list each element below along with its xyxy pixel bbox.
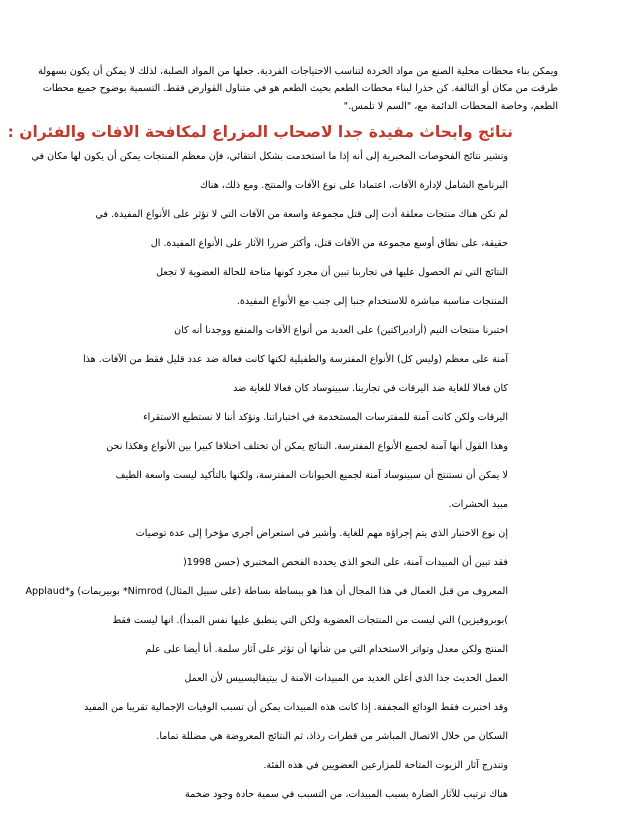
intro-line: طرقت من مكان أو التالفة. كن حذرا لبناء محطات الطعم بحيث الطعم هو في متناول القوارض فقط. التسمية بوضوح جميع محطات (42, 83, 558, 94)
body-line: لم تكن هناك منتجات معلقة أدت إلى قتل مجموعة واسعة من الآفات التي لا تؤثر على الأنواع المفيدة. في (95, 209, 508, 220)
body-line: هناك ترتيب للآثار الضارة بسبب المبيدات، من التسبب في سمية حادة وجود ضخمة (185, 789, 508, 800)
body-line: وقد اختبرت فقط الودائع المجففة. إذا كانت هذه المبيدات يمكن أن تسبب الوفيات الإجمالية تقريبا من المفيد (84, 702, 508, 713)
body-line: البرنامج الشامل لإدارة الآفات، اعتمادا على نوع الآفات والمنتج. ومع ذلك، هناك (199, 180, 508, 191)
body-line: وهذا القول أنها آمنة لجميع الأنواع المفترسة. النتائج يمكن أن تختلف اختلافا كبيرا بين الأنواع وهكذا نحن (106, 441, 508, 452)
body-line: )بوبروفيزين) التي ليست من المنتجات العضوية ولكن التي ينطبق عليها نفس المبدأ). انها ليست فقط (112, 615, 508, 626)
body-line: آمنة على معظم (وليس كل) الأنواع المفترسة والطفيلية لكنها كانت فعالة ضد عدد قليل فقط من الآفات. هذا (82, 354, 508, 365)
intro-line: الطعم، وخاصة المحطات الدائمة مع، "السم لا تلمس." (343, 101, 558, 112)
body-line: المعروف من قبل العمال في هذا المجال أن هذا هو ببساطة بساطة (على سبيل المثال) Nimrod* بوبيريمات) و*Applaud (25, 586, 508, 597)
body-line: المنتج ولكن معدل وتواتر الاستخدام التي من شأنها أن تؤثر على آثار سلمة. أنا أيضا على علم (145, 644, 508, 655)
body-line: وتشير نتائج الفحوصات المخبرية إلى أنه إذا ما استخدمت بشكل انتقائي، فإن معظم المنتجات يمكن أن يكون لها مكان في (31, 151, 508, 162)
body-line: المنتجات مناسبة مباشرة للاستخدام جنبا إلى جنب مع الأنواع المفيدة. (236, 296, 508, 307)
body-line: حقيقة، على نطاق أوسع مجموعة من الآفات قتل، وأكثر ضررا الآثار على الأنواع المفيدة. ال (150, 238, 508, 249)
body-line: مبيد الحشرات. (448, 499, 508, 510)
section-heading: نتائج وابحاث مفيدة جدا لاصحاب المزراع لمكافحة الافات والفئران : (7, 123, 513, 141)
body-line: النتائج التي تم الحصول عليها في تجاربنا تبين أن مجرد كونها متاحة للحالة العضوية لا تجعل (156, 267, 508, 278)
body-line: وتندرج آثار الزيوت المتاحة للمزارعين العضويين في هذه الفئة. (263, 760, 508, 771)
body-line: اليرقات ولكن كانت آمنة للمفترسات المستخدمة في اختباراتنا. ونؤكد أننا لا نستطيع الاستقراء (143, 412, 508, 423)
body-line: اختبرنا منتجات النيم (أزاديراكتين) على العديد من أنواع الآفات والمنفع ووجدنا أنه كان (174, 325, 508, 336)
intro-line: ويمكن بناء محطات محلية الصنع من مواد الخردة لتناسب الاحتياجات الفردية. جعلها من المواد الصلبة، لذلك لا يمكن أن يكون بسهولة (38, 66, 558, 77)
body-line: لا يمكن أن نستنتج أن سبينوساد آمنة لجميع الحيوانات المفترسة، ولكنها بالتأكيد ليست واسعة الطيف (115, 470, 508, 481)
body-line: إن نوع الاختبار الذي يتم إجراؤه مهم للغاية. وأشير في استعراض أجري مؤخرا إلى عدة توصيات (135, 528, 508, 539)
body-line: فقد تبين أن المبيدات آمنة، على النحو الذي يحدده الفحص المختبري (حسن 1998( (182, 557, 508, 568)
body-line: كان فعالا للغاية ضد اليرقات في تجاربنا. سبينوساد كان فعالا للغاية ضد (233, 383, 508, 394)
body-line: العمل الحديث جدا الذي أعلن العديد من المبيدات الآمنة ل بيتيفاليسبيس لأن العمل (184, 673, 508, 684)
body-line: السكان من خلال الاتصال المباشر من قطرات رذاذ، ثم النتائج المعروضة هي مضللة تماما. (156, 731, 508, 742)
